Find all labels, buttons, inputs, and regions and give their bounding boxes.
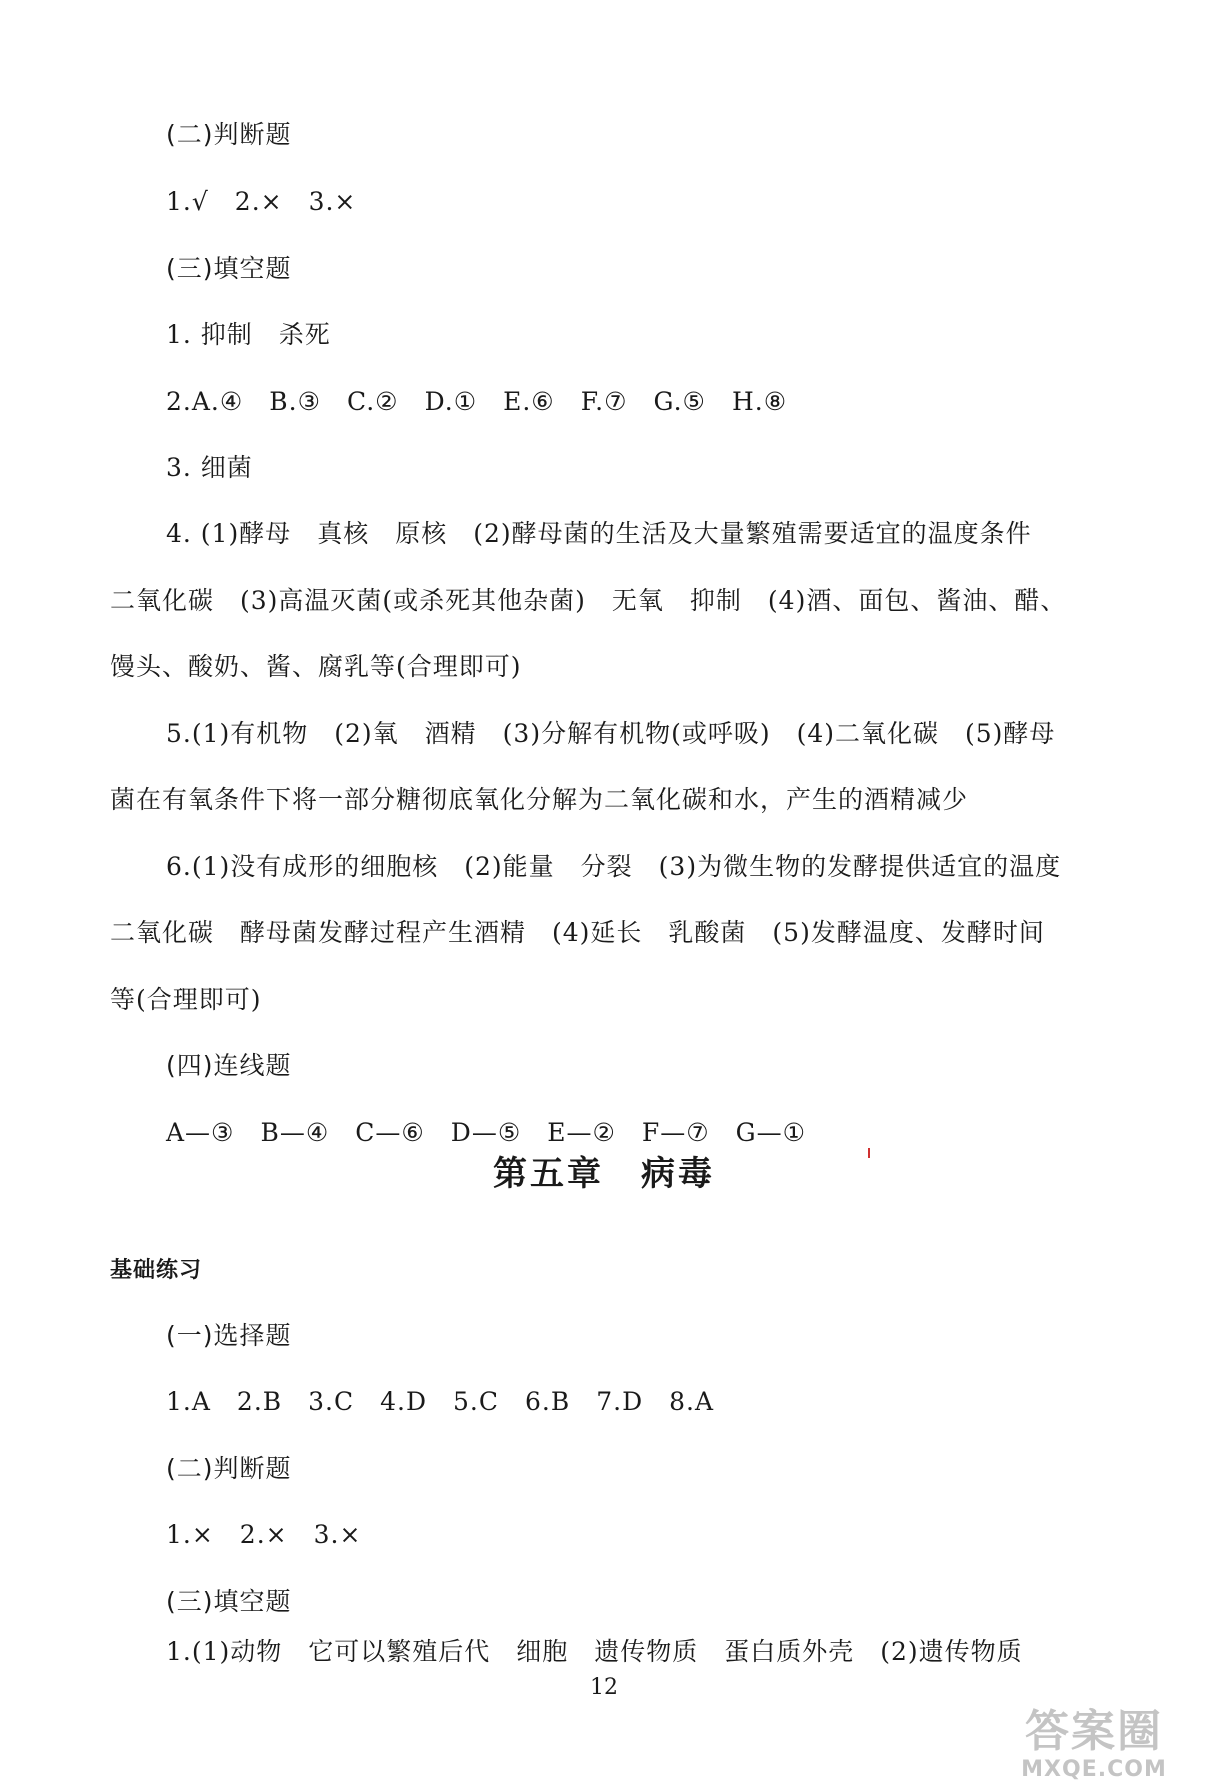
fill-answer-4-line3: 馒头、酸奶、酱、腐乳等(合理即可) <box>110 652 522 681</box>
watermark <box>994 1706 1194 1786</box>
fill-answer-6-line1: 6.(1)没有成形的细胞核 (2)能量 分裂 (3)为微生物的发酵提供适宜的温度 <box>166 852 1062 881</box>
match-answers: A—③ B—④ C—⑥ D—⑤ E—② F—⑦ G—① <box>166 1118 807 1147</box>
section-title: 基础练习 <box>110 1258 203 1283</box>
judge-answers: 1.√ 2.× 3.× <box>166 187 357 216</box>
judge-heading: (二)判断题 <box>166 120 292 149</box>
fill-answer-3: 3. 细菌 <box>166 453 253 482</box>
fill-answer-6-line3: 等(合理即可) <box>110 985 262 1014</box>
choice-heading: (一)选择题 <box>166 1321 292 1350</box>
fill-answer-5-line2: 菌在有氧条件下将一部分糖彻底氧化分解为二氧化碳和水，产生的酒精减少 <box>110 785 969 814</box>
match-heading: (四)连线题 <box>166 1051 292 1080</box>
fill-answer-6-line2: 二氧化碳 酵母菌发酵过程产生酒精 (4)延长 乳酸菌 (5)发酵温度、发酵时间 <box>110 918 1045 947</box>
page-number: 12 <box>590 1675 618 1700</box>
fill-answer-1: 1. 抑制 杀死 <box>166 320 331 349</box>
chapter-fill-answer-1: 1.(1)动物 它可以繁殖后代 细胞 遗传物质 蛋白质外壳 (2)遗传物质 <box>166 1637 1023 1666</box>
fill-answer-4-line2: 二氧化碳 (3)高温灭菌(或杀死其他杂菌) 无氧 抑制 (4)酒、面包、酱油、醋、 <box>110 586 1067 615</box>
chapter-judge-answers: 1.× 2.× 3.× <box>166 1520 362 1549</box>
chapter-fill-heading: (三)填空题 <box>166 1587 292 1616</box>
fill-answer-4-line1: 4. (1)酵母 真核 原核 (2)酵母菌的生活及大量繁殖需要适宜的温度条件 <box>166 519 1032 548</box>
choice-answers: 1.A 2.B 3.C 4.D 5.C 6.B 7.D 8.A <box>166 1387 715 1416</box>
watermark-url: MXQE.COM <box>1021 1757 1167 1782</box>
fill-answer-2: 2.A.④ B.③ C.② D.① E.⑥ F.⑦ G.⑤ H.⑧ <box>166 387 788 416</box>
chapter-judge-heading: (二)判断题 <box>166 1454 292 1483</box>
fill-answer-5-line1: 5.(1)有机物 (2)氧 酒精 (3)分解有机物(或呼吸) (4)二氧化碳 (5)酵母 <box>166 719 1056 748</box>
watermark-logo-text: 答案圈 <box>1025 1706 1163 1757</box>
fill-heading: (三)填空题 <box>166 254 292 283</box>
chapter-title: 第五章 病毒 <box>493 1154 715 1194</box>
